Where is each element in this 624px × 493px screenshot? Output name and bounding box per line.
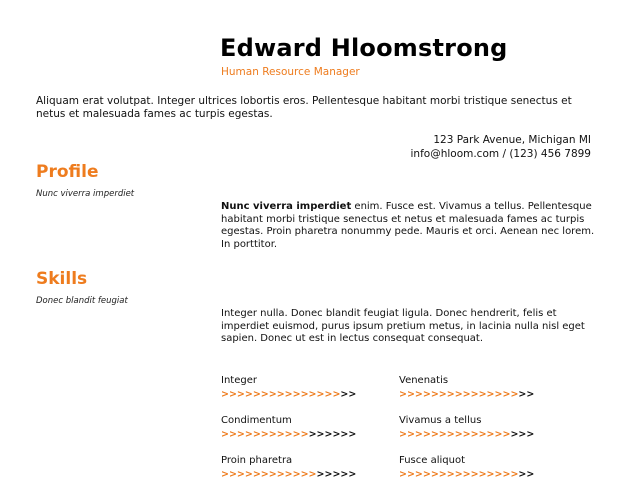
skill-item xyxy=(221,415,391,440)
profile-body: enim. Fusce est. Vivamus a tellus. Pellentesque habitant morbi tristique senectus et netus et malesuada fames ac turpis egestas. Proin pharetra nonummy pede. Mauris et orci. Aenean nec lorem. In porttitor. xyxy=(221,201,595,251)
skill-name: Proin pharetra xyxy=(221,455,293,466)
intro-paragraph: Aliquam erat volutpat. Integer ultrices lobortis eros. Pellentesque habitant morbi tristique senectus et netus et malesuada fames ac turpis egestas. xyxy=(36,95,572,120)
skills-text: Integer nulla. Donec blandit feugiat ligula. Donec hendrerit, felis et imperdiet euismod, purus ipsum pretium metus, in lacinia nulla nisl eget sapien. Donec ut est in lectus consequat consequat. xyxy=(221,308,585,345)
skill-level-empty: >> xyxy=(340,389,357,400)
skill-level-empty: >>>>>> xyxy=(308,429,357,440)
skill-level-bar xyxy=(399,389,569,400)
skill-item xyxy=(399,455,569,480)
skill-item xyxy=(221,375,391,400)
skill-name: Fusce aliquot xyxy=(399,455,465,466)
skill-item xyxy=(221,455,391,480)
contact-email-phone: info@hloom.com / (123) 456 7899 xyxy=(410,147,591,160)
profile-heading: Profile xyxy=(36,162,99,182)
skill-level-filled: >>>>>>>>>>>>>>> xyxy=(399,469,519,480)
profile-lead: Nunc viverra imperdiet xyxy=(221,201,352,212)
person-name: Edward Hloomstrong xyxy=(220,34,508,62)
profile-subheading: Nunc viverra imperdiet xyxy=(36,189,135,199)
skill-level-bar xyxy=(221,469,391,480)
skill-name: Integer xyxy=(221,375,257,386)
skill-level-filled: >>>>>>>>>>>> xyxy=(221,469,317,480)
skill-level-empty: >>>>> xyxy=(316,469,357,480)
skill-item xyxy=(399,415,569,440)
skill-name: Condimentum xyxy=(221,415,292,426)
contact-address: 123 Park Avenue, Michigan MI xyxy=(433,134,591,146)
skill-level-empty: >> xyxy=(518,469,535,480)
skill-name: Vivamus a tellus xyxy=(399,415,482,426)
skill-level-empty: >>> xyxy=(510,429,535,440)
profile-text xyxy=(221,201,596,252)
skills-subheading: Donec blandit feugiat xyxy=(36,296,128,306)
skills-heading: Skills xyxy=(36,269,88,289)
skill-name: Venenatis xyxy=(399,375,449,386)
contact-block xyxy=(411,134,592,161)
skill-item xyxy=(399,375,569,400)
skill-level-filled: >>>>>>>>>>>>>>> xyxy=(399,389,519,400)
job-title: Human Resource Manager xyxy=(221,66,360,78)
skill-level-bar xyxy=(399,429,569,440)
skill-level-filled: >>>>>>>>>>>>>> xyxy=(399,429,511,440)
skill-level-bar xyxy=(221,429,391,440)
skill-level-filled: >>>>>>>>>>>>>>> xyxy=(221,389,341,400)
skill-level-bar xyxy=(399,469,569,480)
skill-level-filled: >>>>>>>>>>> xyxy=(221,429,309,440)
skill-level-bar xyxy=(221,389,391,400)
skill-level-empty: >> xyxy=(518,389,535,400)
